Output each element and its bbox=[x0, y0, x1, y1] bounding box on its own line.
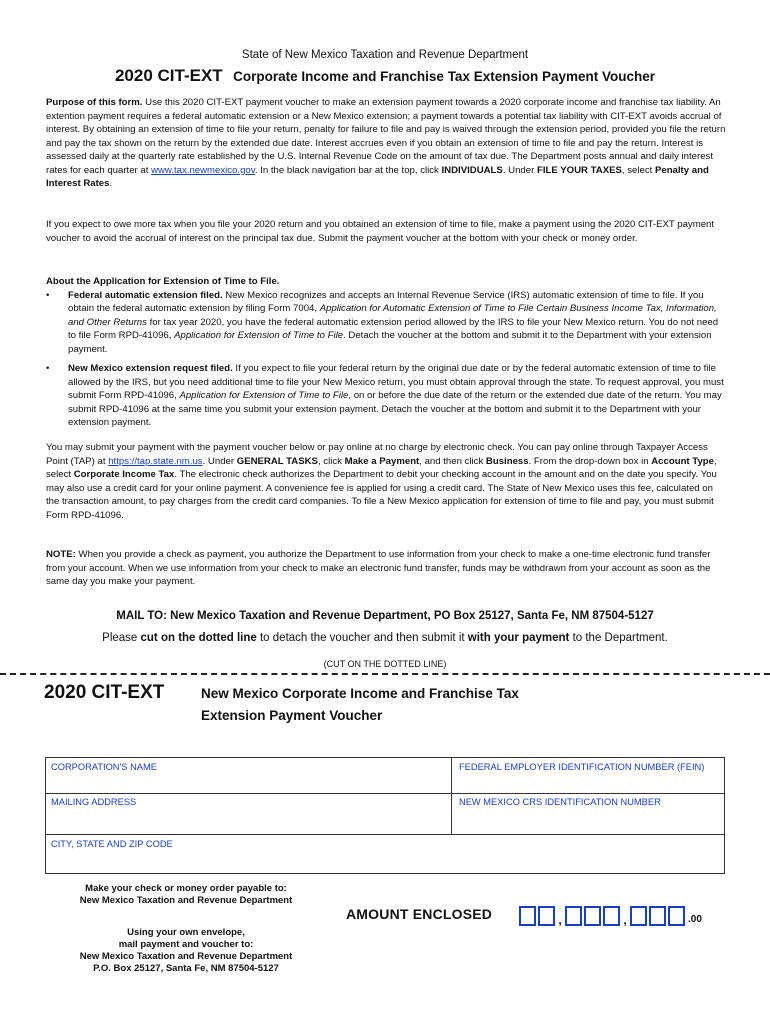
submit-bold-make-payment: Make a Payment bbox=[344, 455, 420, 467]
form-title: Corporate Income and Franchise Tax Extension Payment Voucher bbox=[233, 69, 656, 84]
dotted-cut-line bbox=[0, 673, 770, 675]
purpose-paragraph bbox=[46, 96, 726, 191]
purpose-bold-individuals: INDIVIDUALS bbox=[441, 164, 503, 176]
purpose-text-4: , select bbox=[621, 164, 655, 176]
about-heading: About the Application for Extension of Time to File. bbox=[46, 276, 280, 287]
tap-link[interactable]: https://tap.state.nm.us bbox=[108, 455, 203, 467]
payable-line-2: New Mexico Taxation and Revenue Department bbox=[79, 895, 293, 906]
city-state-zip-field[interactable]: CITY, STATE AND ZIP CODE bbox=[51, 839, 173, 849]
bullet2-label: New Mexico extension request filed. bbox=[68, 363, 233, 374]
voucher-title-line-2: Extension Payment Voucher bbox=[201, 708, 383, 723]
amount-digit-box[interactable] bbox=[584, 906, 601, 926]
submit-text-6: , select bbox=[46, 455, 717, 480]
cut-instructions bbox=[0, 632, 770, 644]
submit-text-2: . Under bbox=[202, 455, 237, 467]
field-divider bbox=[46, 793, 724, 794]
purpose-text-2: . In the black navigation bar at the top, click bbox=[254, 164, 442, 176]
envelope-line-3: New Mexico Taxation and Revenue Department bbox=[79, 951, 293, 962]
form-code: 2020 CIT-EXT bbox=[114, 66, 223, 85]
bullet2-text-2: , on or before the due date of the return or the extended due date of the return. You may submit RPD-41096 at the same time you submit your extension payment. Detach the voucher at the bottom and submit it to the Department with your extension payment. bbox=[68, 390, 722, 428]
bullet2-italic-1: Application for Extension of Time to File bbox=[179, 390, 349, 401]
mail-to-address: MAIL TO: New Mexico Taxation and Revenue Department, PO Box 25127, Santa Fe, NM 87504-5127 bbox=[116, 610, 654, 622]
voucher-title-line-1: New Mexico Corporate Income and Franchise Tax bbox=[201, 686, 519, 701]
amount-enclosed-label: AMOUNT ENCLOSED bbox=[346, 906, 493, 922]
submit-text-1: You may submit your payment with the payment voucher below or pay online at no charge by electronic check. You can pay online through Taxpayer Access Point (TAP) at bbox=[46, 442, 708, 467]
fein-field[interactable]: FEDERAL EMPLOYER IDENTIFICATION NUMBER (FEIN) bbox=[459, 762, 705, 772]
field-column-divider bbox=[451, 758, 452, 834]
crs-id-field[interactable]: NEW MEXICO CRS IDENTIFICATION NUMBER bbox=[459, 797, 661, 807]
bullet-nm-extension bbox=[46, 362, 726, 430]
submit-text-5: . From the drop-down box in bbox=[528, 455, 652, 467]
submit-bold-corporate-income-tax: Corporate Income Tax bbox=[73, 469, 175, 480]
voucher-field-grid bbox=[45, 757, 725, 874]
submit-text-4: , and then click bbox=[419, 455, 486, 467]
amount-digit-box[interactable] bbox=[649, 906, 666, 926]
mailing-instructions bbox=[46, 927, 326, 975]
form-title-line bbox=[0, 66, 770, 86]
cut-text-2: to detach the voucher and then submit it bbox=[256, 632, 468, 644]
submit-bold-account-type: Account Type bbox=[651, 455, 714, 467]
payable-line-1: Make your check or money order payable to: bbox=[85, 883, 287, 894]
mailing-address-field[interactable]: MAILING ADDRESS bbox=[51, 797, 137, 807]
note-paragraph bbox=[46, 548, 726, 589]
field-divider bbox=[46, 834, 724, 835]
amount-cents: .00 bbox=[688, 914, 702, 925]
voucher-form-code: 2020 CIT-EXT bbox=[44, 682, 165, 703]
note-text: When you provide a check as payment, you authorize the Department to use information from your check to make a one-time electronic fund transfer from your account. When we use information from your check to make an electronic fund transfer, funds may be withdrawn from your account as soon as the same day you make your payment. bbox=[46, 549, 711, 587]
expect-text: If you expect to owe more tax when you file your 2020 return and you obtained an extension of time to file, make a payment using the 2020 CIT-EXT payment voucher to avoid the accrual of interest on the principal tax due. Submit the payment voucher at the bottom with your check or money order. bbox=[46, 219, 715, 244]
bullet1-text-1: New Mexico recognizes and accepts an Internal Revenue Service (IRS) automatic extension of time to file. If you obtain the federal automatic extension by filing Form 7004, bbox=[68, 289, 704, 314]
amount-digit-box[interactable] bbox=[668, 906, 685, 926]
bullet1-text-3: . Detach the voucher at the bottom and submit it to the Department with your extension payment. bbox=[68, 330, 712, 355]
envelope-line-1: Using your own envelope, bbox=[127, 927, 245, 938]
cut-text-3: to the Department. bbox=[569, 632, 668, 644]
amount-thousands-separator: , bbox=[558, 913, 562, 927]
bullet-symbol: • bbox=[46, 289, 50, 301]
bullet1-text-2: for tax year 2020, you have the federal automatic extension period allowed by the IRS to file your New Mexico return. You do not need to file Form RPD-41096, bbox=[68, 316, 719, 341]
cut-note: (CUT ON THE DOTTED LINE) bbox=[323, 659, 447, 669]
amount-thousands-separator: , bbox=[623, 913, 627, 927]
submit-text-7: . The electronic check authorizes the Department to debit your checking account in the amount and on the date you specify. You may also use a credit card for your online payment. A convenience fee is applied for using a credit card. The State of New Mexico uses this fee, calculated on the transaction amount, to pay charges from the credit card companies. To file a New Mexico application for extension of time to file and pay, you must submit Form RPD-41096. bbox=[46, 469, 717, 521]
expect-paragraph bbox=[46, 218, 726, 245]
envelope-line-4: P.O. Box 25127, Santa Fe, NM 87504-5127 bbox=[93, 963, 279, 974]
note-label: NOTE: bbox=[46, 549, 76, 560]
corporation-name-field[interactable]: CORPORATION'S NAME bbox=[51, 762, 157, 772]
purpose-text-1: Use this 2020 CIT-EXT payment voucher to make an extension payment towards a 2020 corporate income and franchise tax liability. An extention payment requires a federal automatic extension or a New Mexico extension; a payment towards a potential tax liability with CIT-EXT avoids accrual of interest. By obtaining an extension of time to file your return, penalty for failure to file and pay is waived through the extension period, provided you file the return and pay the tax shown on the return by the extended due date. Interest accrues even if you obtain an extension of time to file and pay the return. Interest is assessed daily at the quarterly rate established by the U.S. Internal Revenue Code on the amount of tax due. The Department posts annual and daily interest rates for each quarter at bbox=[46, 97, 726, 176]
amount-digit-box[interactable] bbox=[519, 906, 536, 926]
about-section bbox=[46, 275, 726, 430]
payable-to-instructions bbox=[46, 883, 326, 907]
bullet2-text-1: If you expect to file your federal return by the original due date or by the federal automatic extension of time to file allowed by the IRS, but you need additional time to file your New Mexico return, you must obtain approval through the state. To request approval, you must submit Form RPD-41096, bbox=[68, 363, 724, 401]
amount-digit-box[interactable] bbox=[603, 906, 620, 926]
bullet-symbol: • bbox=[46, 363, 50, 374]
submit-payment-paragraph bbox=[46, 441, 726, 522]
amount-enclosed-input[interactable] bbox=[519, 902, 702, 926]
bullet-federal-extension bbox=[46, 289, 726, 357]
cut-bold-dotted-line: cut on the dotted line bbox=[140, 632, 257, 644]
amount-digit-box[interactable] bbox=[630, 906, 647, 926]
purpose-label: Purpose of this form. bbox=[46, 97, 143, 108]
tax-website-link[interactable]: www.tax.newmexico.gov bbox=[151, 164, 255, 176]
purpose-text-5: . bbox=[109, 178, 113, 189]
submit-bold-business: Business bbox=[485, 455, 529, 467]
agency-name: State of New Mexico Taxation and Revenue Department bbox=[241, 49, 529, 61]
bullet1-italic-2: Application for Extension of Time to File bbox=[174, 330, 344, 341]
purpose-text-3: . Under bbox=[502, 164, 537, 176]
amount-digit-box[interactable] bbox=[538, 906, 555, 926]
submit-bold-general-tasks: GENERAL TASKS bbox=[236, 455, 318, 467]
cut-bold-payment: with your payment bbox=[467, 632, 570, 644]
purpose-bold-file-taxes: FILE YOUR TAXES bbox=[536, 164, 622, 176]
envelope-line-2: mail payment and voucher to: bbox=[118, 939, 254, 950]
cut-text-1: Please bbox=[102, 632, 141, 644]
amount-digit-box[interactable] bbox=[565, 906, 582, 926]
bullet1-italic-1: Application for Automatic Extension of Time to File Certain Business Income Tax, Information, and Other Returns bbox=[68, 303, 717, 328]
purpose-bold-penalty: Penalty and Interest Rates bbox=[46, 164, 709, 189]
submit-text-3: , click bbox=[317, 455, 345, 467]
bullet1-label: Federal automatic extension filed. bbox=[68, 289, 223, 301]
